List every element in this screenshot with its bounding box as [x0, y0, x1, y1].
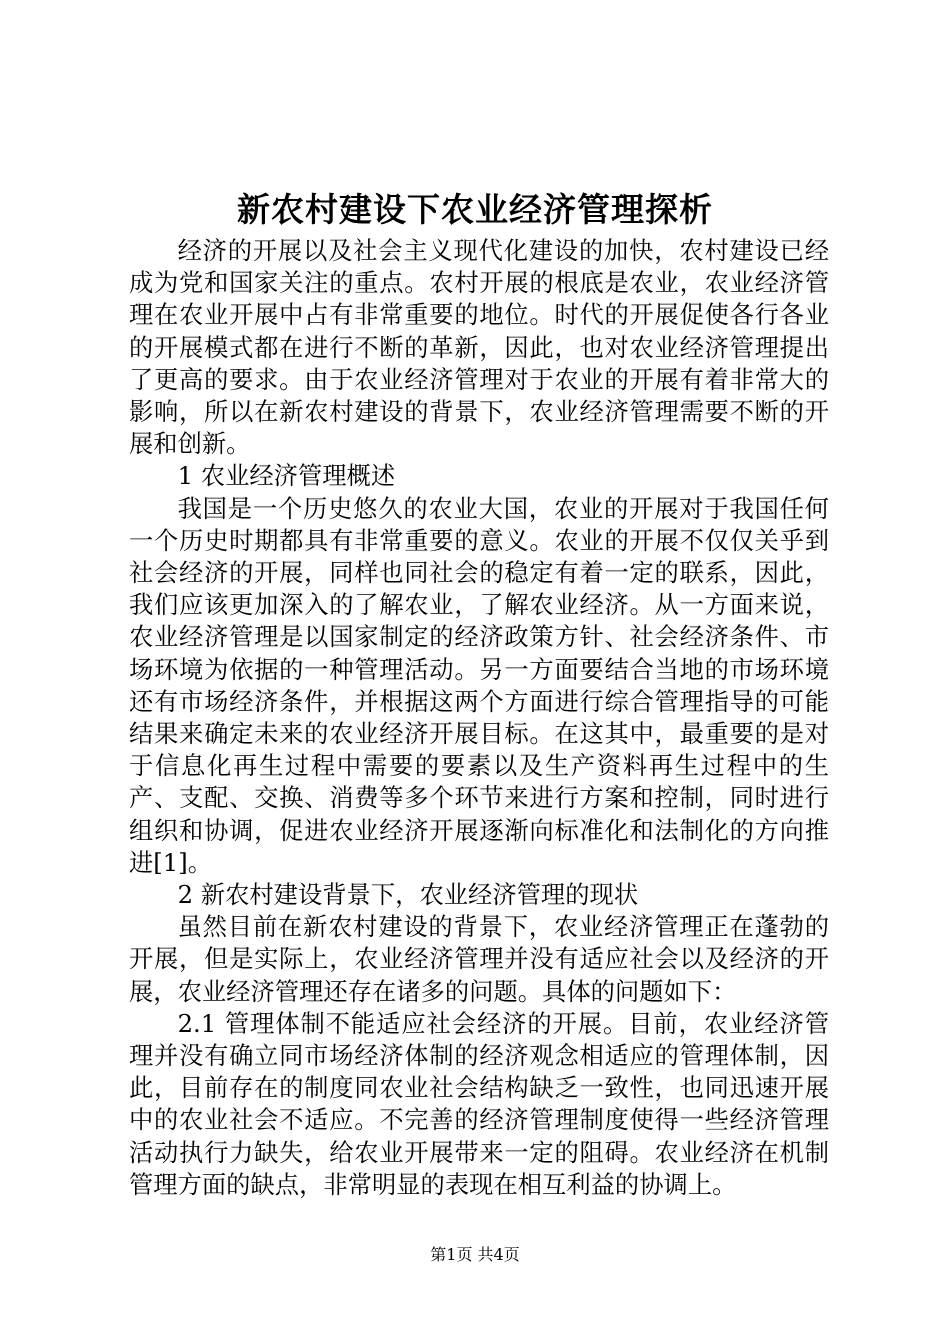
document-body	[129, 235, 829, 1201]
paragraph-section-2: 虽然目前在新农村建设的背景下，农业经济管理正在蓬勃的开展，但是实际上，农业经济管理并没有适应社会以及经济的开展，农业经济管理还存在诸多的问题。具体的问题如下：	[129, 912, 829, 1006]
document-title: 新农村建设下农业经济管理探析	[237, 190, 713, 229]
paragraph-section-1: 我国是一个历史悠久的农业大国，农业的开展对于我国任何一个历史时期都具有非常重要的意义。农业的开展不仅仅关乎到社会经济的开展，同样也同社会的稳定有着一定的联系，因此，我们应该更加深入的了解农业，了解农业经济。从一方面来说，农业经济管理是以国家制定的经济政策方针、社会经济条件、市场环境为依据的一种管理活动。另一方面要结合当地的市场环境还有市场经济条件，并根据这两个方面进行综合管理指导的可能结果来确定未来的农业经济开展目标。在这其中，最重要的是对于信息化再生过程中需要的要素以及生产资料再生过程中的生产、支配、交换、消费等多个环节来进行方案和控制，同时进行组织和协调，促进农业经济开展逐渐向标准化和法制化的方向推进[1]。	[129, 493, 829, 877]
page-footer: 第1页 共4页	[430, 1245, 520, 1264]
section-heading-1: 1 农业经济管理概述	[177, 461, 396, 491]
section-heading-2: 2 新农村建设背景下，农业经济管理的现状	[177, 880, 639, 910]
paragraph-section-2-1: 2.1 管理体制不能适应社会经济的开展。目前，农业经济管理并没有确立同市场经济体制的经济观念相适应的管理体制，因此，目前存在的制度同农业社会结构缺乏一致性，也同迅速开展中的农业社会不适应。不完善的经济管理制度使得一些经济管理活动执行力缺失，给农业开展带来一定的阻碍。农业经济在机制管理方面的缺点，非常明显的表现在相互利益的协调上。	[129, 1008, 829, 1199]
paragraph-intro: 经济的开展以及社会主义现代化建设的加快，农村建设已经成为党和国家关注的重点。农村开展的根底是农业，农业经济管理在农业开展中占有非常重要的地位。时代的开展促使各行各业的开展模式都在进行不断的革新，因此，也对农业经济管理提出了更高的要求。由于农业经济管理对于农业的开展有着非常大的影响，所以在新农村建设的背景下，农业经济管理需要不断的开展和创新。	[129, 236, 829, 459]
